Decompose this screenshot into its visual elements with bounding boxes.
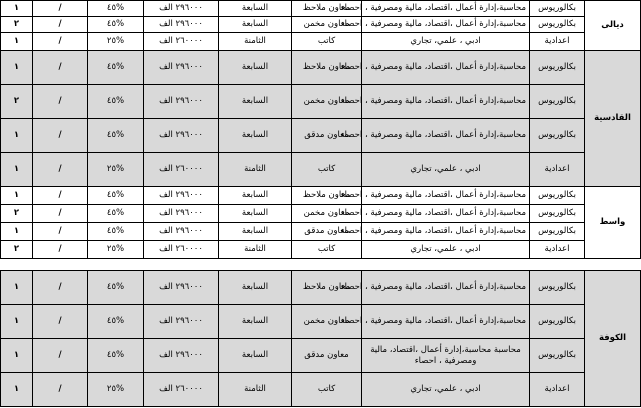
percent-cell: %٤٥ xyxy=(88,51,144,85)
degree-cell: بكالوريوس xyxy=(530,51,585,85)
table-row xyxy=(1,223,641,241)
slash-cell: / xyxy=(33,51,88,85)
specialization-cell: محاسبة،إدارة أعمال ،اقتصاد، مالية ومصرفية ، احصاء xyxy=(362,119,530,153)
job-title-cell: معاون مخمن xyxy=(292,305,362,339)
degree-cell: بكالوريوس xyxy=(530,223,585,241)
salary-cell: ٢٩٦٠٠٠ الف xyxy=(144,51,219,85)
table-row xyxy=(1,241,641,259)
grade-cell: الثامنة xyxy=(219,241,292,259)
grade-cell: السابعة xyxy=(219,85,292,119)
specialization-cell: محاسبة،إدارة أعمال ،اقتصاد، مالية ومصرفية ، احصاء xyxy=(362,17,530,33)
job-title-cell: كاتب xyxy=(292,241,362,259)
degree-cell: بكالوريوس xyxy=(530,305,585,339)
degree-cell: اعدادية xyxy=(530,153,585,187)
governorate-cell: القادسية xyxy=(585,51,641,187)
count-cell: ١ xyxy=(1,1,33,17)
count-cell: ١ xyxy=(1,339,33,373)
count-cell: ٢ xyxy=(1,205,33,223)
job-title-cell: معاون مدقق xyxy=(292,223,362,241)
percent-cell: %٤٥ xyxy=(88,271,144,305)
job-title-cell: معاون مخمن xyxy=(292,17,362,33)
count-cell: ١ xyxy=(1,119,33,153)
specialization-cell: محاسبة،إدارة أعمال ،اقتصاد، مالية ومصرفية ، احصاء xyxy=(362,223,530,241)
salary-cell: ٢٩٦٠٠٠ الف xyxy=(144,1,219,17)
count-cell: ٢ xyxy=(1,85,33,119)
job-title-cell: معاون ملاحظ xyxy=(292,51,362,85)
grade-cell: السابعة xyxy=(219,17,292,33)
job-title-cell: كاتب xyxy=(292,373,362,407)
grade-cell: السابعة xyxy=(219,205,292,223)
slash-cell: / xyxy=(33,119,88,153)
table-row xyxy=(1,119,641,153)
salary-cell: ٢٩٦٠٠٠ الف xyxy=(144,223,219,241)
count-cell: ٢ xyxy=(1,17,33,33)
slash-cell: / xyxy=(33,153,88,187)
degree-cell: بكالوريوس xyxy=(530,119,585,153)
salary-cell: ٢٩٦٠٠٠ الف xyxy=(144,205,219,223)
degree-cell: اعدادية xyxy=(530,373,585,407)
slash-cell: / xyxy=(33,1,88,17)
degree-cell: اعدادية xyxy=(530,33,585,51)
vacancies-table-kufa xyxy=(0,270,641,407)
specialization-cell: محاسبة،إدارة أعمال ،اقتصاد، مالية ومصرفية ، احصاء xyxy=(362,1,530,17)
percent-cell: %٤٥ xyxy=(88,187,144,205)
table-row xyxy=(1,187,641,205)
count-cell: ١ xyxy=(1,223,33,241)
count-cell: ١ xyxy=(1,51,33,85)
grade-cell: السابعة xyxy=(219,271,292,305)
table-row xyxy=(1,1,641,17)
grade-cell: السابعة xyxy=(219,119,292,153)
percent-cell: %٢٥ xyxy=(88,373,144,407)
grade-cell: السابعة xyxy=(219,305,292,339)
salary-cell: ٢٩٦٠٠٠ الف xyxy=(144,339,219,373)
degree-cell: بكالوريوس xyxy=(530,187,585,205)
salary-cell: ٢٦٠٠٠٠ الف xyxy=(144,153,219,187)
specialization-cell: محاسبة،إدارة أعمال ،اقتصاد، مالية ومصرفية ، احصاء xyxy=(362,187,530,205)
degree-cell: بكالوريوس xyxy=(530,271,585,305)
table-row xyxy=(1,205,641,223)
salary-cell: ٢٦٠٠٠٠ الف xyxy=(144,373,219,407)
slash-cell: / xyxy=(33,339,88,373)
slash-cell: / xyxy=(33,85,88,119)
slash-cell: / xyxy=(33,241,88,259)
slash-cell: / xyxy=(33,187,88,205)
percent-cell: %٢٥ xyxy=(88,153,144,187)
specialization-cell: محاسبة،إدارة أعمال ،اقتصاد، مالية ومصرفية ، احصاء xyxy=(362,305,530,339)
slash-cell: / xyxy=(33,223,88,241)
salary-cell: ٢٩٦٠٠٠ الف xyxy=(144,305,219,339)
specialization-cell: محاسبة محاسبة،إدارة أعمال ،اقتصاد، مالية ومصرفية ، احصاء xyxy=(362,339,530,373)
specialization-cell: محاسبة،إدارة أعمال ،اقتصاد، مالية ومصرفية ، احصاء xyxy=(362,51,530,85)
percent-cell: %٤٥ xyxy=(88,305,144,339)
count-cell: ١ xyxy=(1,187,33,205)
table-row xyxy=(1,271,641,305)
job-title-cell: معاون ملاحظ xyxy=(292,271,362,305)
grade-cell: السابعة xyxy=(219,51,292,85)
percent-cell: %٤٥ xyxy=(88,1,144,17)
governorate-cell: ديالى xyxy=(585,1,641,51)
percent-cell: %٤٥ xyxy=(88,17,144,33)
count-cell: ١ xyxy=(1,271,33,305)
salary-cell: ٢٩٦٠٠٠ الف xyxy=(144,271,219,305)
degree-cell: بكالوريوس xyxy=(530,85,585,119)
grade-cell: السابعة xyxy=(219,187,292,205)
slash-cell: / xyxy=(33,33,88,51)
slash-cell: / xyxy=(33,271,88,305)
table-row xyxy=(1,85,641,119)
percent-cell: %٢٥ xyxy=(88,33,144,51)
salary-cell: ٢٩٦٠٠٠ الف xyxy=(144,17,219,33)
percent-cell: %٤٥ xyxy=(88,339,144,373)
grade-cell: السابعة xyxy=(219,223,292,241)
degree-cell: اعدادية xyxy=(530,241,585,259)
percent-cell: %٤٥ xyxy=(88,85,144,119)
slash-cell: / xyxy=(33,17,88,33)
table-row xyxy=(1,17,641,33)
count-cell: ١ xyxy=(1,153,33,187)
job-title-cell: معاون مخمن xyxy=(292,205,362,223)
salary-cell: ٢٦٠٠٠٠ الف xyxy=(144,241,219,259)
table-row xyxy=(1,51,641,85)
slash-cell: / xyxy=(33,373,88,407)
specialization-cell: ادبي ، علمي، تجاري xyxy=(362,373,530,407)
specialization-cell: ادبي ، علمي، تجاري xyxy=(362,33,530,51)
job-title-cell: معاون مخمن xyxy=(292,85,362,119)
count-cell: ١ xyxy=(1,33,33,51)
degree-cell: بكالوريوس xyxy=(530,339,585,373)
slash-cell: / xyxy=(33,305,88,339)
governorate-cell: واسط xyxy=(585,187,641,259)
percent-cell: %٤٥ xyxy=(88,119,144,153)
salary-cell: ٢٩٦٠٠٠ الف xyxy=(144,187,219,205)
grade-cell: السابعة xyxy=(219,339,292,373)
count-cell: ١ xyxy=(1,305,33,339)
grade-cell: السابعة xyxy=(219,1,292,17)
specialization-cell: ادبي ، علمي، تجاري xyxy=(362,153,530,187)
table-row xyxy=(1,153,641,187)
table-row xyxy=(1,339,641,373)
job-title-cell: معاون ملاحظ xyxy=(292,1,362,17)
degree-cell: بكالوريوس xyxy=(530,1,585,17)
specialization-cell: محاسبة،إدارة أعمال ،اقتصاد، مالية ومصرفية ، احصاء xyxy=(362,271,530,305)
grade-cell: الثامنة xyxy=(219,33,292,51)
degree-cell: بكالوريوس xyxy=(530,17,585,33)
table-row xyxy=(1,33,641,51)
grade-cell: الثامنة xyxy=(219,373,292,407)
specialization-cell: ادبي ، علمي، تجاري xyxy=(362,241,530,259)
slash-cell: / xyxy=(33,205,88,223)
job-title-cell: معاون مدقق xyxy=(292,119,362,153)
governorate-cell: الكوفة xyxy=(585,271,641,407)
job-title-cell: كاتب xyxy=(292,33,362,51)
job-title-cell: كاتب xyxy=(292,153,362,187)
count-cell: ١ xyxy=(1,373,33,407)
percent-cell: %٤٥ xyxy=(88,205,144,223)
job-title-cell: معاون ملاحظ xyxy=(292,187,362,205)
count-cell: ٢ xyxy=(1,241,33,259)
salary-cell: ٢٩٦٠٠٠ الف xyxy=(144,85,219,119)
table-row xyxy=(1,305,641,339)
table-row xyxy=(1,373,641,407)
grade-cell: الثامنة xyxy=(219,153,292,187)
salary-cell: ٢٦٠٠٠٠ الف xyxy=(144,33,219,51)
percent-cell: %٢٥ xyxy=(88,241,144,259)
degree-cell: بكالوريوس xyxy=(530,205,585,223)
job-title-cell: معاون مدقق xyxy=(292,339,362,373)
specialization-cell: محاسبة،إدارة أعمال ،اقتصاد، مالية ومصرفية ، احصاء xyxy=(362,85,530,119)
percent-cell: %٤٥ xyxy=(88,223,144,241)
salary-cell: ٢٩٦٠٠٠ الف xyxy=(144,119,219,153)
specialization-cell: محاسبة،إدارة أعمال ،اقتصاد، مالية ومصرفية ، احصاء xyxy=(362,205,530,223)
